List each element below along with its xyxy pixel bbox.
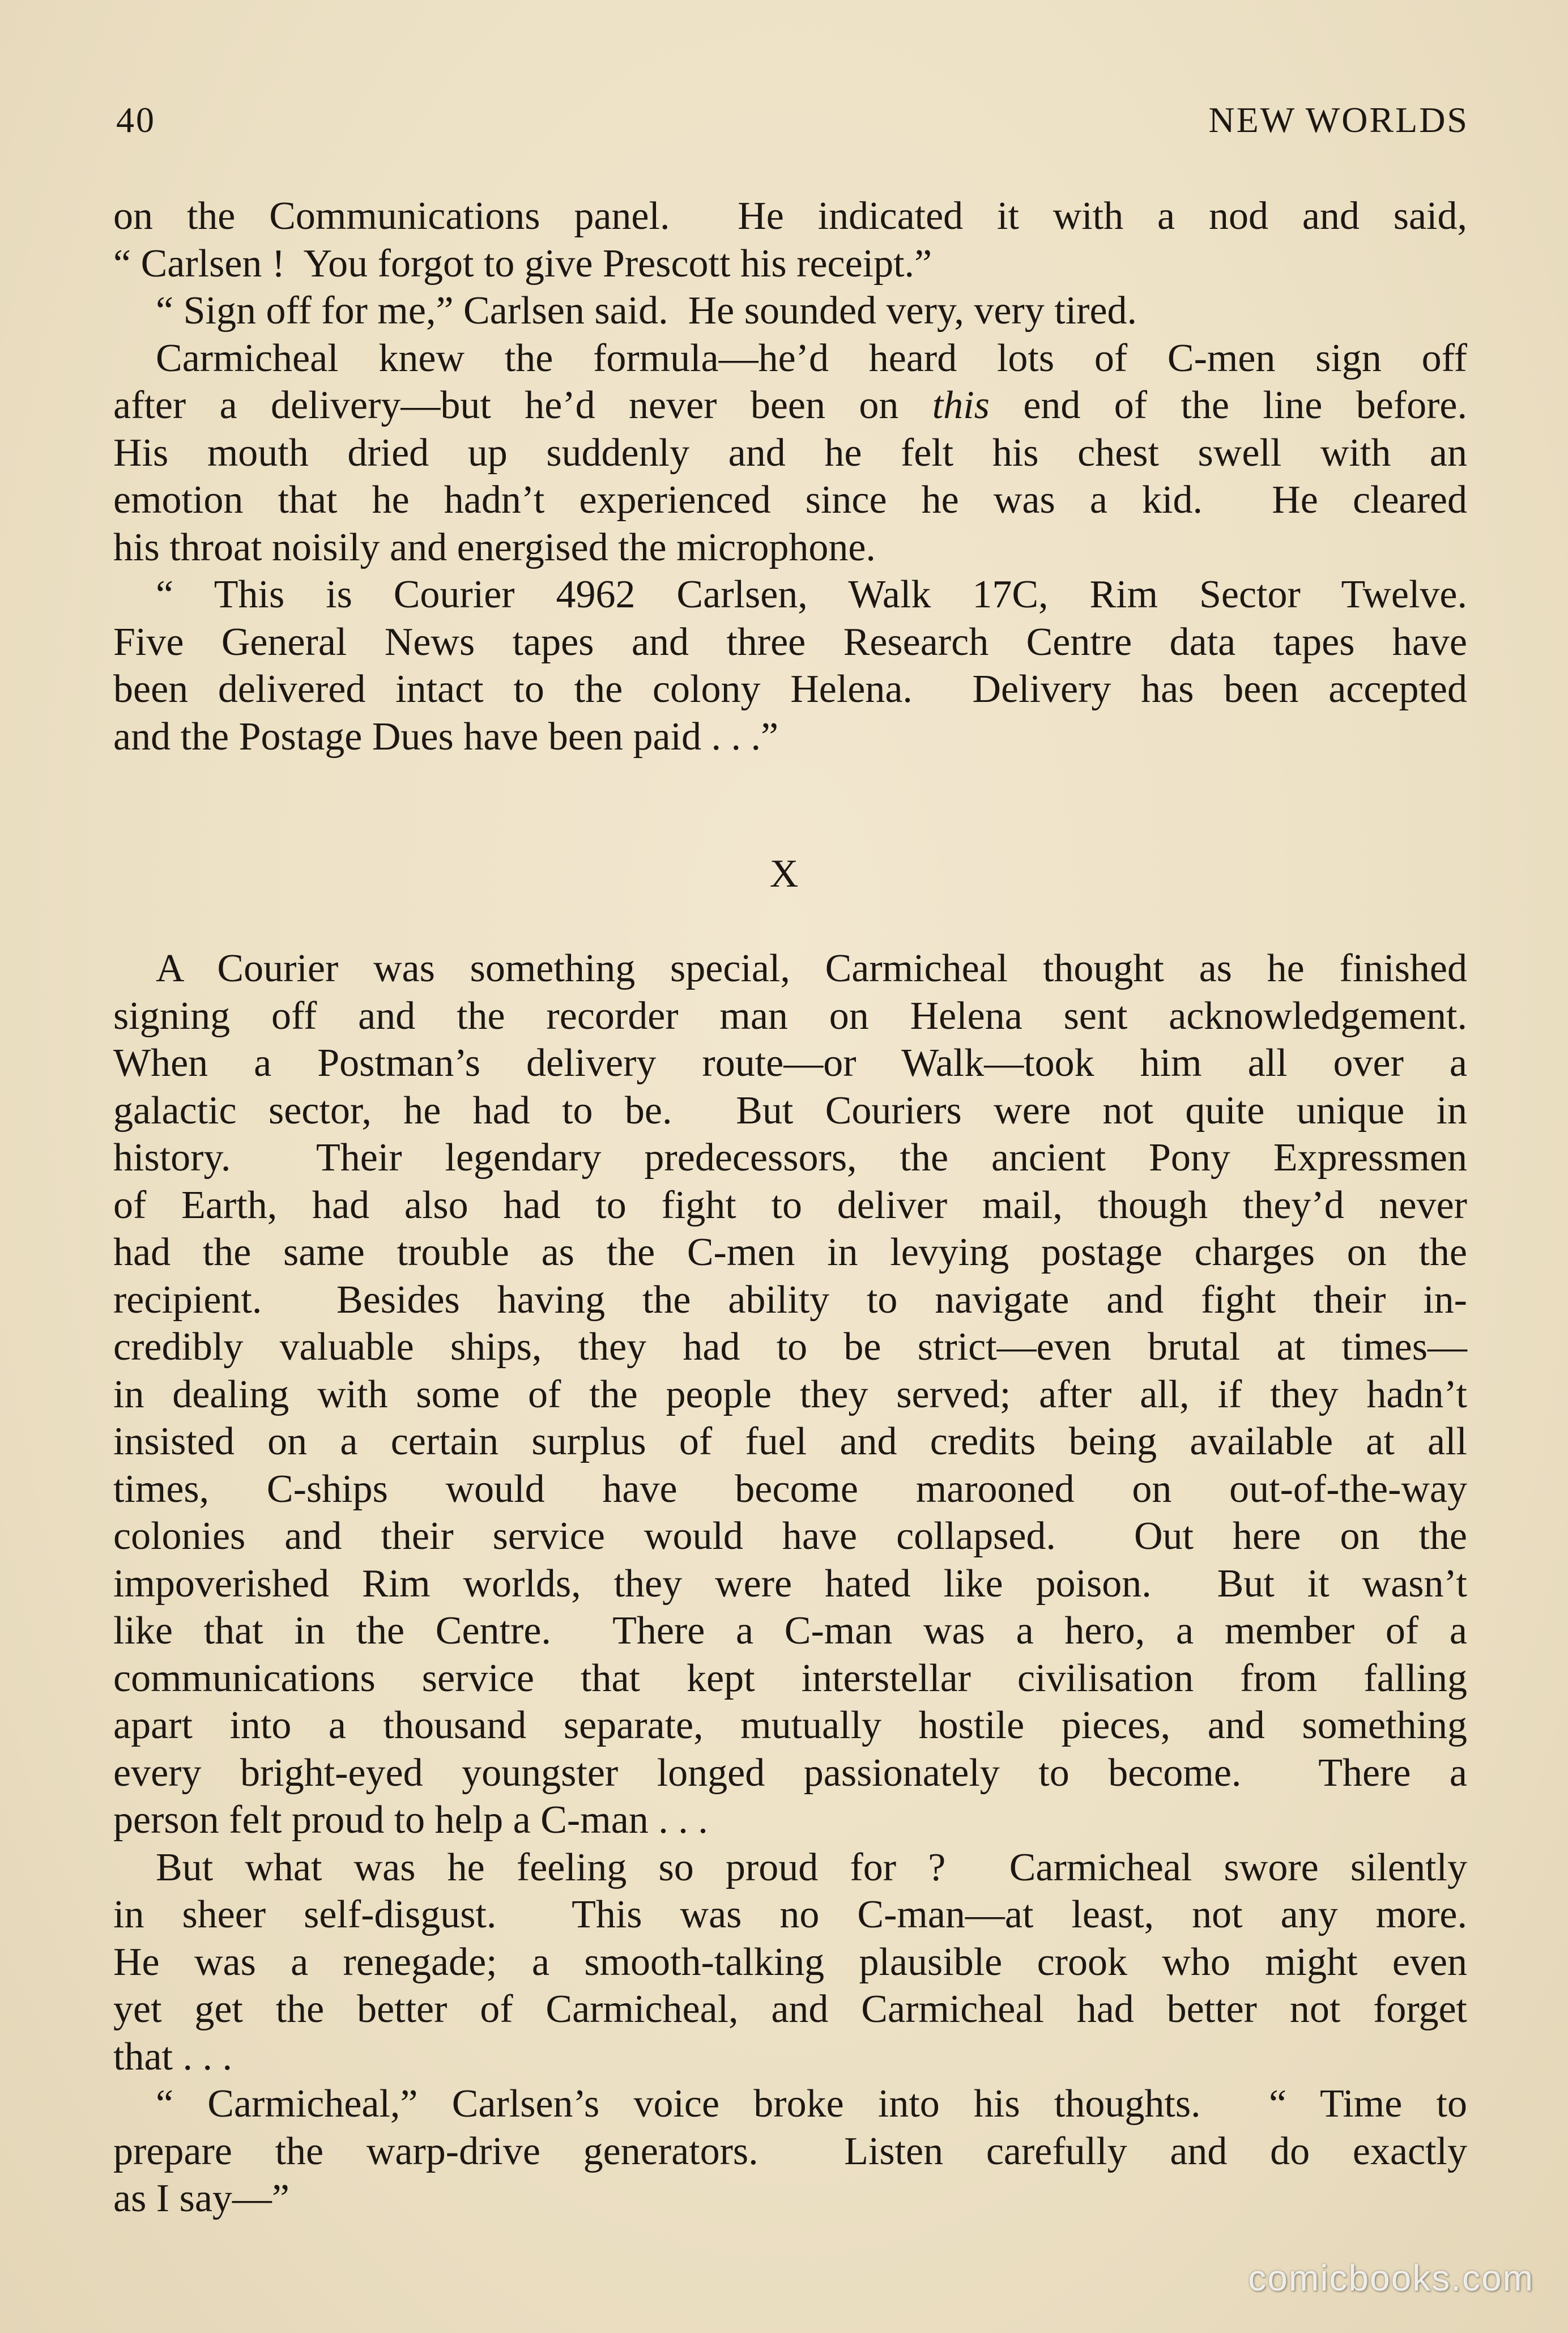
text-line: “ Carmicheal,” Carlsen’s voice broke into his thoughts. “ Time to: [156, 2082, 1467, 2126]
text-line: Carmicheal knew the formula—he’d heard lots of C-men sign off: [156, 336, 1467, 380]
chapter-section-marker: X: [769, 852, 799, 896]
text-line: of Earth, had also had to fight to deliver mail, though they’d never: [113, 1183, 1467, 1227]
text-line: A Courier was something special, Carmicheal thought as he finished: [156, 947, 1467, 990]
text-line: His mouth dried up suddenly and he felt his chest swell with an: [113, 431, 1467, 475]
text-line: in dealing with some of the people they served; after all, if they hadn’t: [113, 1372, 1467, 1416]
text-line: person felt proud to help a C-man . . .: [113, 1798, 708, 1842]
page-number: 40: [116, 100, 156, 140]
text-line: “ Sign off for me,” Carlsen said. He sounded very, very tired.: [156, 289, 1137, 333]
text-line: and the Postage Dues have been paid . . .”: [113, 714, 779, 759]
text-line: in sheer self-disgust. This was no C-man—at least, not any more.: [113, 1893, 1467, 1936]
text-line: [113, 382, 1467, 429]
text-line: that . . .: [113, 2034, 232, 2079]
text-block-2: [113, 945, 1467, 2223]
text-line: yet get the better of Carmicheal, and Carmicheal had better not forget: [113, 1987, 1467, 2031]
text-line: times, C-ships would have become marooned on out-of-the-way: [113, 1467, 1467, 1511]
text-line: apart into a thousand separate, mutually hostile pieces, and something: [113, 1704, 1467, 1747]
text-line: on the Communications panel. He indicated it with a nod and said,: [113, 194, 1467, 238]
text-line: history. Their legendary predecessors, the ancient Pony Expressmen: [113, 1136, 1467, 1180]
text-line: He was a renegade; a smooth-talking plausible crook who might even: [113, 1940, 1467, 1984]
text-fragment: end of the line before.: [989, 384, 1467, 427]
text-line: impoverished Rim worlds, they were hated like poison. But it wasn’t: [113, 1561, 1467, 1606]
text-line: prepare the warp-drive generators. Listen carefully and do exactly: [113, 2129, 1467, 2173]
text-line: had the same trouble as the C-men in levying postage charges on the: [113, 1231, 1467, 1274]
text-line: Five General News tapes and three Research Centre data tapes have: [113, 620, 1467, 664]
text-line: galactic sector, he had to be. But Couriers were not quite unique in: [113, 1088, 1467, 1133]
text-line: “ This is Courier 4962 Carlsen, Walk 17C, Rim Sector Twelve.: [156, 573, 1467, 616]
text-line: When a Postman’s delivery route—or Walk—took him all over a: [113, 1041, 1467, 1085]
running-head: NEW WORLDS: [1208, 100, 1469, 140]
text-fragment: after a delivery—but he’d never been on: [113, 384, 932, 427]
site-watermark: comicbooks.com: [1248, 2258, 1534, 2298]
text-line: credibly valuable ships, they had to be strict—even brutal at times—: [113, 1325, 1467, 1369]
text-line: insisted on a certain surplus of fuel and credits being available at all: [113, 1420, 1467, 1463]
text-line: colonies and their service would have collapsed. Out here on the: [113, 1514, 1467, 1558]
text-block-1: [113, 193, 1467, 760]
emphasis-text: this: [932, 384, 990, 427]
page-header: [116, 99, 1469, 144]
text-line: communications service that kept interstellar civilisation from falling: [113, 1656, 1467, 1700]
text-line: emotion that he hadn’t experienced since he was a kid. He cleared: [113, 478, 1467, 522]
text-line: recipient. Besides having the ability to navigate and fight their in-: [113, 1278, 1467, 1322]
text-line: like that in the Centre. There a C-man was a hero, a member of a: [113, 1609, 1467, 1653]
text-line: as I say—”: [113, 2177, 290, 2220]
text-line: been delivered intact to the colony Helena. Delivery has been accepted: [113, 667, 1467, 711]
text-line: every bright-eyed youngster longed passionately to become. There a: [113, 1751, 1467, 1795]
text-line: But what was he feeling so proud for ? Carmicheal swore silently: [156, 1845, 1467, 1889]
text-line: signing off and the recorder man on Helena sent acknowledgement.: [113, 994, 1467, 1038]
text-line: “ Carlsen ! You forgot to give Prescott his receipt.”: [113, 241, 932, 286]
text-line: his throat noisily and energised the microphone.: [113, 525, 876, 569]
